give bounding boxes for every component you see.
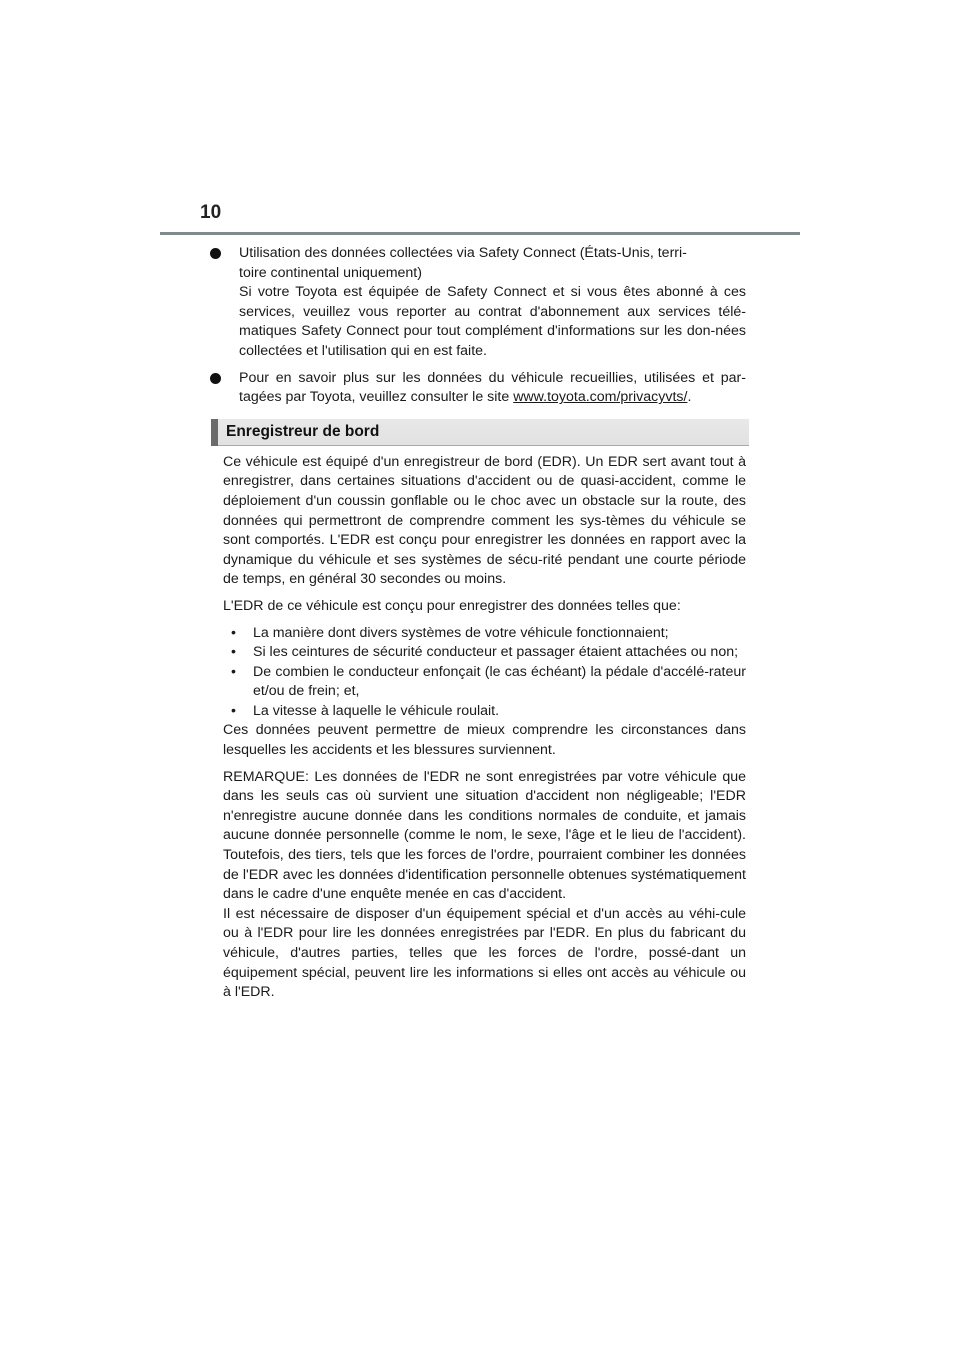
paragraph-remarque: REMARQUE: Les données de l'EDR ne sont enregistrées par votre véhicule que dans les seuls cas où survient une situation d'accident non négligeable; l'EDR n'enregistre aucune donnée dans les conditions normales de conduite, et jamais aucune donnée personnelle (comme le nom, le sexe, l'âge et le lieu de l'accident). Toutefois, des tiers, tels que les forces de l'ordre, pourraient combiner les données de l'EDR avec les données d'identification personnelle obtenues systématiquement dans le cadre d'une enquête menée en cas d'accident. [223, 768, 746, 903]
list-item [223, 643, 746, 663]
paragraph-circumstances: Ces données peuvent permettre de mieux comprendre les circonstances dans lesquelles les accidents et les blessures surviennent. [223, 722, 746, 759]
list-item-text: De combien le conducteur enfonçait (le cas échéant) la pédale d'accélé-rateur et/ou de frein; et, [253, 663, 746, 700]
bullet-body: Si votre Toyota est équipée de Safety Connect et si vous êtes abonné à ces services, veuillez vous reporter au contrat d'abonnement aux services télé-matiques Safety Connect pour tout complément d'informations sur les don-nées collectées et l'utilisation qui en est faite. [239, 284, 746, 359]
list-bullet: • [231, 663, 236, 680]
section-heading-bar [211, 419, 218, 446]
page-content [223, 244, 746, 1010]
bullet-dot-icon [210, 248, 221, 259]
bullet-privacy-text [239, 369, 746, 408]
bullet-heading-line1: Utilisation des données collectées via Safety Connect (États-Unis, terri- [239, 245, 687, 261]
bullet-heading-line2: toire continental uniquement) [239, 264, 422, 281]
section-title: Enregistreur de bord [226, 422, 380, 440]
section-heading [211, 419, 749, 446]
privacy-text-end: . [687, 389, 692, 406]
header-rule [160, 232, 800, 235]
edr-data-list [223, 624, 746, 722]
paragraph-access: Il est nécessaire de disposer d'un équipement spécial et d'un accès au véhi-cule ou à l'EDR pour lire les données enregistrées par l'EDR. En plus du fabricant du véhicule, d'autres parties, telles que les forces de l'ordre, possé-dant un équipement spécial, peuvent lire les informations si elles ont accès au véhicule ou à l'EDR. [223, 905, 746, 1001]
bullet-item-safety-connect [223, 244, 746, 362]
privacy-text: Pour en savoir plus sur les données du véhicule recueillies, utilisées et par-tagées par Toyota, veuillez consulter le site [239, 369, 746, 406]
bullet-item-privacy [223, 369, 746, 408]
paragraph-edr-intro: Ce véhicule est équipé d'un enregistreur de bord (EDR). Un EDR sert avant tout à enregistrer, dans certaines situations d'accident ou de quasi-accident, comme le déploiement d'un coussin gonflable ou le choc avec un obstacle sur la route, des données qui permettront de comprendre comment les sys-tèmes du véhicule se sont comportés. L'EDR est conçu pour enregistrer les données en rapport avec la dynamique du véhicule et ses systèmes de sécu-rité pendant une courte période de temps, en général 30 secondes ou moins. [223, 453, 746, 588]
paragraph-edr-data: L'EDR de ce véhicule est conçu pour enregistrer des données telles que: [223, 597, 681, 614]
list-item [223, 702, 746, 722]
list-bullet: • [231, 644, 236, 661]
list-bullet: • [231, 702, 236, 719]
page-number: 10 [200, 202, 222, 223]
list-item-text: La vitesse à laquelle le véhicule roulait. [253, 702, 500, 719]
list-bullet: • [231, 624, 236, 641]
bullet-dot-icon [210, 373, 221, 384]
list-item-text: Si les ceintures de sécurité conducteur et passager étaient attachées ou non; [253, 644, 739, 661]
list-item [223, 663, 746, 702]
privacy-link[interactable]: www.toyota.com/privacyvts/ [513, 389, 688, 406]
list-item [223, 624, 746, 644]
list-item-text: La manière dont divers systèmes de votre véhicule fonctionnaient; [253, 624, 669, 641]
